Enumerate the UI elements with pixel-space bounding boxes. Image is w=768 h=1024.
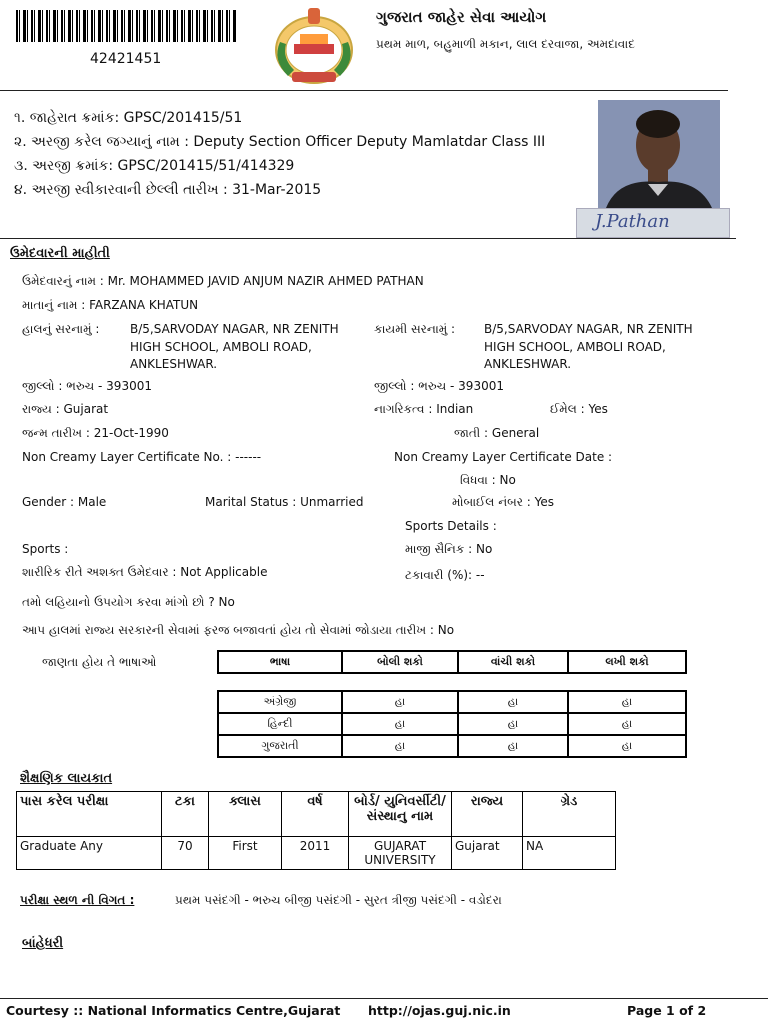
edu-percent: 70 [162,837,209,870]
language-speak: હા [342,735,458,757]
header-divider [0,90,728,91]
language-read: હા [458,691,568,713]
current-address-label: હાલનું સરનામું : [22,322,100,336]
caste: જાતી : General [454,426,540,440]
barcode [16,10,236,42]
district-permanent: જીલ્લો : ભરુચ - 393001 [374,379,504,393]
edu-header-exam: પાસ કરેલ પરીક્ષા [17,792,162,837]
undertaking-title: બાંહેધરી [22,936,64,951]
edu-header-percent: ટકા [162,792,209,837]
disabled: શારીરિક રીતે અશક્ત ઉમેદવાર : Not Applicable [22,565,268,579]
current-address-line-3: ANKLESHWAR. [130,357,218,371]
gender: Gender : Male [22,495,107,509]
percent: ટકાવારી (%): -- [405,568,485,582]
language-row [218,713,686,735]
language-speak: હા [342,713,458,735]
permanent-address-line-2: HIGH SCHOOL, AMBOLI ROAD, [484,340,666,354]
post-name: ૨. અરજી કરેલ જગ્યાનું નામ : Deputy Section Officer Deputy Mamlatdar Class III [14,134,546,150]
languages-label: જાણતા હોય તે ભાષાઓ [42,655,157,669]
sports: Sports : [22,542,69,556]
last-date: ૪. અરજી સ્વીકારવાની છેલ્લી તારીખ : 31-Mar-2015 [14,182,322,198]
language-write: હા [568,691,686,713]
language-read: હા [458,735,568,757]
permanent-address-line-1: B/5,SARVODAY NAGAR, NR ZENITH [484,322,693,336]
languages-header-table [217,650,687,674]
candidate-name: ઉમેદવારનું નામ : Mr. MOHAMMED JAVID ANJUM NAZIR AHMED PATHAN [22,274,424,288]
state: રાજ્ય : Gujarat [22,402,109,416]
edu-class: First [209,837,282,870]
footer-courtesy: Courtesy :: National Informatics Centre,Gujarat [6,1003,341,1018]
mobile: મોબાઈલ નંબર : Yes [452,495,555,509]
gpsc-logo [268,2,360,88]
footer-url[interactable]: http://ojas.guj.nic.in [368,1003,511,1018]
edu-exam: Graduate Any [17,837,162,870]
advt-no: ૧. જાહેરાત ક્રમાંક: GPSC/201415/51 [14,110,243,126]
edu-grade: NA [523,837,616,870]
application-no: ૩. અરજી ક્રમાંક: GPSC/201415/51/414329 [14,158,295,174]
lang-header-language: ભાષા [218,651,342,673]
nationality: નાગરિકત્વ : Indian [374,402,474,416]
language-name: અંગ્રેજી [218,691,342,713]
widow: વિધવા : No [460,473,516,487]
edu-header-class: ક્લાસ [209,792,282,837]
language-name: હિન્દી [218,713,342,735]
education-table [16,791,616,870]
candidate-photo [598,100,720,208]
ncl-no: Non Creamy Layer Certificate No. : ------ [22,450,262,464]
edu-state: Gujarat [452,837,523,870]
language-name: ગુજરાતી [218,735,342,757]
lang-header-read: વાંચી શકો [458,651,568,673]
mother-name: માતાનું નામ : FARZANA KHATUN [22,298,199,312]
barcode-number: 42421451 [90,51,162,67]
language-row [218,691,686,713]
footer-divider [0,998,768,999]
edu-header-board: બોર્ડ/ યુનિવર્સીટી/ સંસ્થાનુ નામ [349,792,452,837]
edu-header-grade: ગ્રેડ [523,792,616,837]
language-speak: હા [342,691,458,713]
edu-year: 2011 [282,837,349,870]
language-row [218,735,686,757]
candidate-signature [576,208,730,238]
current-address-line-1: B/5,SARVODAY NAGAR, NR ZENITH [130,322,339,336]
language-write: હા [568,735,686,757]
scribe: તમો લહિયાનો ઉપયોગ કરવા માંગો છો ? No [22,595,235,609]
ncl-date: Non Creamy Layer Certificate Date : [394,450,613,464]
dob: જન્મ તારીખ : 21-Oct-1990 [22,426,169,440]
current-address-line-2: HIGH SCHOOL, AMBOLI ROAD, [130,340,312,354]
marital-status: Marital Status : Unmarried [205,495,364,509]
education-row [17,837,616,870]
sports-details: Sports Details : [405,519,497,533]
permanent-address-label: કાયમી સરનામું : [374,322,456,336]
permanent-address-line-3: ANKLESHWAR. [484,357,572,371]
district-current: જીલ્લો : ભરુચ - 393001 [22,379,152,393]
lang-header-speak: બોલી શકો [342,651,458,673]
candidate-section-title: ઉમેદવારની માહીતી [10,246,110,261]
org-address: પ્રથમ માળ, બહુમાળી મકાન, લાલ દરવાજા, અમદાવાદ [376,37,635,51]
org-name: ગુજરાત જાહેર સેવા આયોગ [376,8,547,26]
language-write: હા [568,713,686,735]
ex-serviceman: માજી સૈનિક : No [405,542,493,556]
footer-page: Page 1 of 2 [627,1003,707,1018]
edu-header-state: રાજ્ય [452,792,523,837]
language-read: હા [458,713,568,735]
edu-board: GUJARAT UNIVERSITY [349,837,452,870]
languages-table [217,690,687,758]
email: ઈમેલ : Yes [550,402,608,416]
info-divider [0,238,736,239]
lang-header-write: લખી શકો [568,651,686,673]
exam-centre-value: પ્રથમ પસંદગી - ભરુચ બીજી પસંદગી - સુરત ત્રીજી પસંદગી - વડોદરા [175,893,502,907]
education-section-title: શૈક્ષણિક લાયકાત [20,771,113,786]
govt-service: આપ હાલમાં રાજ્ય સરકારની સેવામાં ફરજ બજાવતાં હોય તો સેવામાં જોડાયા તારીખ : No [22,623,455,637]
exam-centre-label: પરીક્ષા સ્થળ ની વિગત : [20,893,135,907]
edu-header-year: વર્ષ [282,792,349,837]
signature-text: J.Pathan [595,211,670,232]
